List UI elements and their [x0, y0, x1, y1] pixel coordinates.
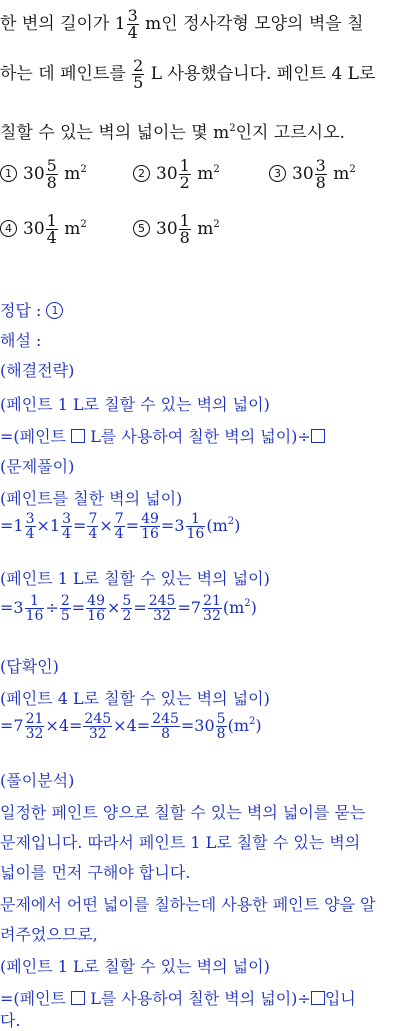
choice-unit: m: [333, 164, 350, 184]
superscript: 2: [80, 164, 87, 175]
unit: (m: [206, 516, 228, 535]
frac-den: 4: [62, 526, 72, 542]
frac-num: 3: [25, 511, 35, 527]
unit: ): [250, 598, 257, 617]
fraction: [25, 712, 45, 741]
operator: ×: [99, 516, 113, 535]
frac-num: 1: [25, 594, 45, 609]
frac-den: 16: [87, 608, 105, 624]
choice-unit: m: [197, 164, 214, 184]
num: 3: [13, 598, 24, 617]
frac-den: 32: [25, 726, 44, 742]
frac-num: 3: [62, 511, 72, 527]
choice-fraction: [179, 213, 191, 246]
choice-3[interactable]: [269, 158, 356, 191]
frac-den: 16: [141, 526, 159, 542]
choice-number-icon: 5: [133, 220, 150, 237]
frac-den: 4: [127, 23, 138, 42]
choice-4[interactable]: [0, 213, 87, 246]
frac-den: 2: [179, 173, 190, 192]
frac-num: 5: [46, 156, 57, 175]
answer-number-icon: 1: [46, 302, 63, 319]
fraction: [140, 512, 160, 541]
paint-fraction: [132, 58, 144, 91]
operator: =: [125, 516, 140, 535]
side-fraction: [127, 8, 139, 41]
unit: (m: [222, 598, 245, 617]
superscript: 2: [229, 123, 236, 134]
superscript: 2: [227, 516, 235, 527]
area-title: (페인트를 칠한 벽의 넓이): [0, 489, 183, 508]
frac-num: 1: [179, 211, 190, 230]
frac-num: 1: [179, 156, 190, 175]
choice-whole: 30: [292, 164, 314, 184]
num: 7: [190, 598, 202, 617]
choice-fraction: [46, 158, 58, 191]
frac-den: 8: [216, 726, 226, 742]
choice-whole: 30: [156, 164, 178, 184]
num: 30: [194, 716, 215, 735]
fraction: [87, 512, 98, 541]
frac-den: 32: [88, 726, 107, 742]
operator: ×4=: [113, 716, 151, 735]
choice-unit: m: [197, 219, 214, 239]
num: 1: [49, 516, 61, 535]
frac-num: 3: [315, 156, 326, 175]
frac-den: 2: [122, 608, 132, 624]
fraction: [121, 594, 132, 623]
choice-whole: 30: [23, 219, 45, 239]
choice-number-icon: 1: [0, 165, 17, 182]
analysis-title: (풀이분석): [0, 771, 75, 790]
fraction: [86, 594, 106, 623]
frac-num: 245: [148, 593, 176, 609]
choice-unit: m: [64, 164, 81, 184]
unit: ): [234, 516, 241, 535]
choice-number-icon: 2: [133, 165, 150, 182]
strategy-line: [0, 424, 325, 447]
blank-box-icon: [311, 429, 325, 443]
fraction: [60, 594, 71, 623]
operator: ×4=: [45, 716, 83, 735]
num: 7: [13, 716, 24, 735]
frac-num: 2: [133, 56, 144, 75]
fraction: [216, 712, 227, 741]
frac-num: 3: [127, 6, 138, 25]
frac-den: 16: [25, 608, 44, 624]
num: 1: [13, 516, 24, 535]
frac-num: 1: [186, 512, 206, 527]
choice-2[interactable]: [133, 158, 220, 191]
analysis-line: 문제에서 어떤 넓이를 칠하는데 사용한 페인트 양을 알: [0, 895, 376, 914]
four-liter-title: (페인트 4 L로 칠할 수 있는 벽의 넓이): [0, 689, 270, 708]
question-text: L 사용했습니다. 페인트 4 L로: [145, 64, 376, 84]
operator: =: [160, 516, 175, 535]
frac-den: 32: [153, 608, 171, 624]
answer-line: [0, 298, 69, 321]
blank-box-icon: [71, 991, 85, 1005]
question-text: 하는 데 페인트를: [0, 64, 132, 84]
operator: ÷: [45, 598, 59, 617]
fraction: [25, 594, 45, 623]
fraction: [202, 594, 222, 623]
fraction: [114, 512, 125, 541]
frac-den: 8: [179, 228, 190, 247]
frac-num: 49: [87, 593, 105, 609]
question-text: 인지 고르시오.: [235, 123, 345, 143]
choice-fraction: [315, 158, 327, 191]
superscript: 2: [249, 716, 256, 727]
explain-label: 해설 :: [0, 331, 42, 350]
analysis-line: 넓이를 먼저 구해야 합니다.: [0, 863, 191, 882]
choice-fraction: [46, 213, 58, 246]
fraction: [151, 712, 180, 741]
choice-unit: m: [64, 219, 81, 239]
text: =(페인트: [0, 427, 72, 446]
frac-num: 5: [122, 593, 132, 609]
superscript: 2: [80, 219, 87, 230]
frac-num: 7: [88, 511, 98, 527]
choice-1[interactable]: [0, 158, 87, 191]
four-liter-equation: =7 $\frac{21}{32}$ ×4= $\frac{245}{32}$ ×4= $\frac{245}{8}$ =30 $\frac{5}{8}$ $(m^2)$: [0, 711, 262, 742]
frac-num: 7: [114, 511, 124, 527]
unit: ): [255, 716, 262, 735]
question-line-2: [0, 58, 375, 91]
frac-den: 4: [25, 526, 35, 542]
check-title: (답확인): [0, 657, 59, 676]
analysis-line: 일정한 페인트 양으로 칠할 수 있는 벽의 넓이를 묻는: [0, 803, 366, 822]
strategy-title: (해결전략): [0, 361, 75, 380]
analysis-line: (페인트 1 L로 칠할 수 있는 벽의 넓이): [0, 957, 270, 976]
fraction: [186, 512, 206, 541]
question-line-1: [0, 8, 364, 41]
frac-den: 4: [88, 526, 98, 542]
operator: ×: [106, 598, 121, 617]
question-line-3: [0, 118, 345, 143]
fraction: [148, 594, 177, 623]
operator: ×: [36, 516, 50, 535]
blank-box-icon: [71, 429, 85, 443]
solve-title: (문제풀이): [0, 457, 75, 476]
frac-den: 16: [186, 526, 205, 542]
frac-num: 49: [141, 511, 159, 527]
question-text: 한 변의 길이가: [0, 14, 115, 34]
analysis-line: 다.: [0, 1011, 21, 1030]
frac-num: 245: [152, 711, 179, 727]
superscript: 2: [213, 219, 220, 230]
frac-num: 245: [84, 711, 112, 727]
fraction: [83, 712, 112, 741]
text: L를 사용하여 칠한 벽의 넓이)÷: [85, 427, 311, 446]
frac-den: 8: [46, 173, 57, 192]
fraction: [61, 512, 72, 541]
frac-den: 5: [60, 608, 70, 624]
frac-num: 21: [25, 711, 44, 727]
frac-num: 5: [216, 711, 226, 727]
analysis-line: 문제입니다. 따라서 페인트 1 L로 칠할 수 있는 벽의: [0, 833, 361, 852]
choice-number-icon: 3: [269, 165, 286, 182]
question-text: m인 정사각형 모양의 벽을 칠: [139, 14, 364, 34]
analysis-line: [0, 986, 356, 1009]
text: L를 사용하여 칠한 벽의 넓이)÷: [85, 989, 311, 1008]
choice-fraction: [179, 158, 191, 191]
answer-label: 정답 :: [0, 301, 47, 320]
question-text: 칠할 수 있는 벽의 넓이는 몇 m: [0, 123, 230, 143]
text: 입니: [324, 989, 356, 1008]
superscript: 2: [213, 164, 220, 175]
per-liter-equation: =3 $\frac{1}{16}$ ÷ $\frac{2}{5}$ = $\frac{49}{16}$ × $\frac{5}{2}$ = $\frac{245}{32}$ =7 $\frac{21}{32}$ $(m^2)$: [0, 593, 257, 624]
frac-num: 2: [60, 593, 70, 609]
superscript: 2: [349, 164, 356, 175]
frac-den: 4: [114, 526, 124, 542]
superscript: 2: [244, 598, 251, 609]
operator: =: [73, 516, 87, 535]
frac-den: 4: [46, 228, 57, 247]
frac-den: 5: [133, 73, 144, 92]
per-liter-title: (페인트 1 L로 칠할 수 있는 벽의 넓이): [0, 569, 270, 588]
side-whole: 1: [114, 14, 126, 34]
text: =(페인트: [0, 989, 72, 1008]
strategy-line: (페인트 1 L로 칠할 수 있는 벽의 넓이): [0, 395, 270, 414]
fraction: [25, 512, 36, 541]
choice-number-icon: 4: [0, 220, 17, 237]
frac-den: 32: [203, 608, 221, 624]
num: 3: [174, 516, 185, 535]
choice-whole: 30: [156, 219, 178, 239]
area-equation: =1 $\frac{3}{4}$ ×1 $\frac{3}{4}$ = $\frac{7}{4}$ × $\frac{7}{4}$ = $\frac{49}{16}$ =3 $\frac{1}{16}$ $(m^2)$: [0, 511, 241, 542]
choice-whole: 30: [23, 164, 45, 184]
frac-num: 1: [46, 211, 57, 230]
frac-den: 8: [315, 173, 326, 192]
blank-box-icon: [311, 991, 325, 1005]
frac-num: 21: [203, 593, 221, 609]
analysis-line: 려주었으므로,: [0, 925, 98, 944]
unit: (m: [227, 716, 249, 735]
frac-den: 8: [161, 726, 170, 742]
choice-5[interactable]: [133, 213, 220, 246]
